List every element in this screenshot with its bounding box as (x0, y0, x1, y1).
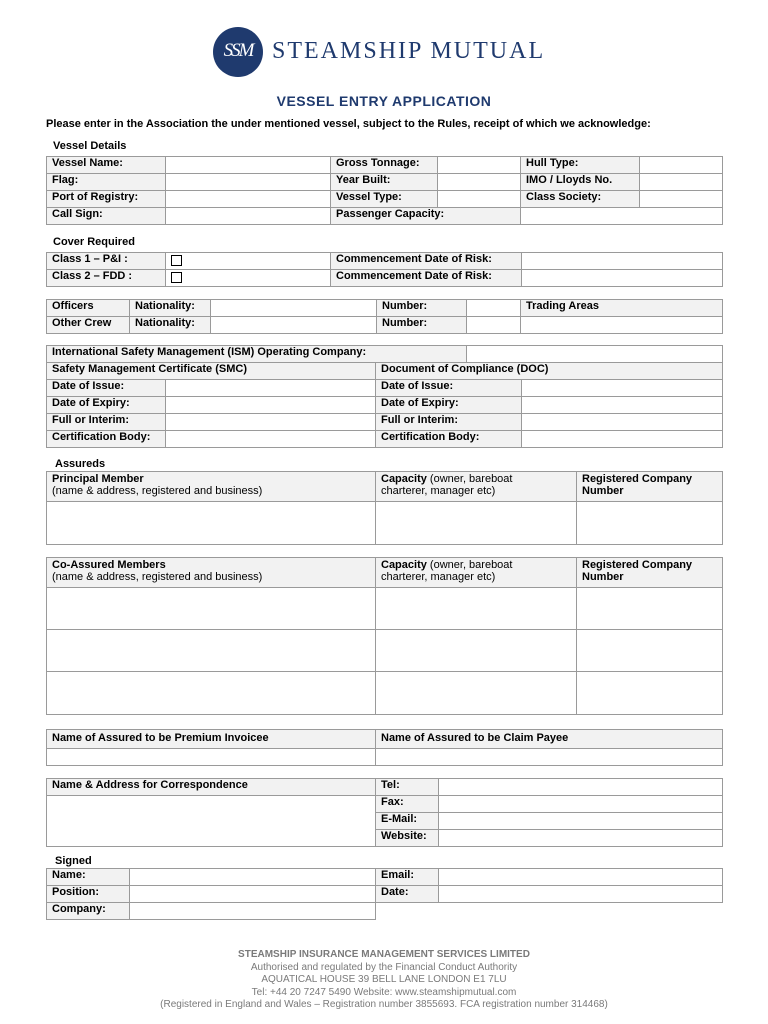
co-assured-3-capacity-field[interactable] (376, 672, 577, 715)
label-gross-tonnage: Gross Tonnage: (331, 157, 438, 174)
footer-contact: Tel: +44 20 7247 5490 Website: www.steamshipmutual.com (251, 987, 517, 998)
co-assured-1-name-field[interactable] (47, 588, 376, 630)
label-class2: Class 2 – FDD : (47, 270, 166, 287)
crew-number-field[interactable] (467, 317, 521, 334)
year-built-field[interactable] (438, 174, 521, 191)
label-flag: Flag: (47, 174, 166, 191)
label-claim-payee: Name of Assured to be Claim Payee (376, 730, 723, 749)
label-co-capacity: Capacity (381, 559, 427, 571)
email-field[interactable] (439, 813, 723, 830)
label-officers-nationality: Nationality: (130, 300, 211, 317)
label-doc: Document of Compliance (DOC) (376, 363, 723, 380)
label-smc-date-issue: Date of Issue: (47, 380, 166, 397)
tel-field[interactable] (439, 779, 723, 796)
section-assureds: Assureds (55, 458, 106, 470)
label-co-reg-number: Number (582, 571, 624, 583)
class1-cell (166, 253, 331, 270)
hull-type-field[interactable] (640, 157, 723, 174)
fax-field[interactable] (439, 796, 723, 813)
principal-capacity-header (376, 472, 577, 502)
label-signed-company: Company: (47, 903, 130, 920)
co-assured-2-capacity-field[interactable] (376, 630, 577, 672)
label-class1: Class 1 – P&I : (47, 253, 166, 270)
signed-left-table (46, 868, 376, 920)
doc-date-expiry-field[interactable] (522, 397, 723, 414)
doc-date-issue-field[interactable] (522, 380, 723, 397)
label-email: E-Mail: (376, 813, 439, 830)
signed-right-table (375, 868, 723, 903)
page-title: VESSEL ENTRY APPLICATION (276, 93, 492, 109)
commencement-2-field[interactable] (522, 270, 723, 287)
label-smc-full-interim: Full or Interim: (47, 414, 166, 431)
commencement-1-field[interactable] (522, 253, 723, 270)
label-principal-name-address: (name & address, registered and business) (52, 485, 263, 497)
label-signed-name: Name: (47, 869, 130, 886)
label-reg-company: Registered Company (582, 473, 693, 485)
label-co-capacity-note-2: charterer, manager etc) (381, 571, 496, 583)
label-doc-full-interim: Full or Interim: (376, 414, 522, 431)
label-commencement-2: Commencement Date of Risk: (331, 270, 522, 287)
co-reg-header (577, 558, 723, 588)
label-fax: Fax: (376, 796, 439, 813)
label-co-capacity-note: (owner, bareboat (429, 559, 513, 571)
class-society-field[interactable] (640, 191, 723, 208)
label-year-built: Year Built: (331, 174, 438, 191)
label-call-sign: Call Sign: (47, 208, 166, 225)
label-capacity: Capacity (381, 473, 427, 485)
label-premium-invoicee: Name of Assured to be Premium Invoicee (47, 730, 376, 749)
doc-full-interim-field[interactable] (522, 414, 723, 431)
label-class-society: Class Society: (521, 191, 640, 208)
website-field[interactable] (439, 830, 723, 847)
label-ism-company: International Safety Management (ISM) Operating Company: (47, 346, 467, 363)
label-capacity-note-2: charterer, manager etc) (381, 485, 496, 497)
label-vessel-name: Vessel Name: (47, 157, 166, 174)
label-other-crew: Other Crew (47, 317, 130, 334)
label-doc-date-expiry: Date of Expiry: (376, 397, 522, 414)
label-port-registry: Port of Registry: (47, 191, 166, 208)
ism-table (46, 345, 723, 448)
crew-table (46, 299, 723, 334)
co-assured-header (47, 558, 376, 588)
label-website: Website: (376, 830, 439, 847)
principal-reg-field[interactable] (577, 502, 723, 545)
intro-text: Please enter in the Association the under mentioned vessel, subject to the Rules, receipt of which we acknowledge: (46, 118, 651, 130)
smc-cert-body-field[interactable] (166, 431, 376, 448)
label-officers-number: Number: (377, 300, 467, 317)
label-doc-date-issue: Date of Issue: (376, 380, 522, 397)
label-imo: IMO / Lloyds No. (521, 174, 640, 191)
label-trading-areas: Trading Areas (521, 300, 723, 317)
smc-date-expiry-field[interactable] (166, 397, 376, 414)
label-signed-position: Position: (47, 886, 130, 903)
officers-nationality-field[interactable] (211, 300, 377, 317)
principal-capacity-field[interactable] (376, 502, 577, 545)
label-reg-number: Number (582, 485, 624, 497)
section-vessel-details: Vessel Details (53, 140, 127, 152)
footer-address: AQUATICAL HOUSE 39 BELL LANE LONDON E1 7LU (261, 974, 507, 985)
signed-position-field[interactable] (130, 886, 376, 903)
label-smc-date-expiry: Date of Expiry: (47, 397, 166, 414)
label-co-name-address: (name & address, registered and business) (52, 571, 263, 583)
label-signed-email: Email: (376, 869, 439, 886)
co-assured-3-name-field[interactable] (47, 672, 376, 715)
class2-cell (166, 270, 331, 287)
footer-company: STEAMSHIP INSURANCE MANAGEMENT SERVICES LIMITED (238, 949, 530, 960)
vessel-type-field[interactable] (438, 191, 521, 208)
passenger-capacity-field[interactable] (521, 208, 723, 225)
crew-nationality-field[interactable] (211, 317, 377, 334)
label-principal-member: Principal Member (52, 473, 144, 485)
co-assured-table (46, 557, 723, 715)
premium-invoicee-field[interactable] (47, 749, 376, 766)
company-name: STEAMSHIP MUTUAL (272, 38, 546, 64)
correspondence-address-field[interactable] (47, 796, 376, 847)
port-registry-field[interactable] (166, 191, 331, 208)
label-co-reg-company: Registered Company (582, 559, 693, 571)
label-crew-number: Number: (377, 317, 467, 334)
section-signed: Signed (55, 855, 92, 867)
imo-field[interactable] (640, 174, 723, 191)
smc-full-interim-field[interactable] (166, 414, 376, 431)
label-passenger-capacity: Passenger Capacity: (331, 208, 521, 225)
signed-email-field[interactable] (439, 869, 723, 886)
officers-number-field[interactable] (467, 300, 521, 317)
smc-date-issue-field[interactable] (166, 380, 376, 397)
correspondence-table (46, 778, 723, 847)
co-assured-1-reg-field[interactable] (577, 588, 723, 630)
co-assured-2-reg-field[interactable] (577, 630, 723, 672)
doc-cert-body-field[interactable] (522, 431, 723, 448)
footer-registration: (Registered in England and Wales – Registration number 3855693. FCA registration number 314468) (160, 999, 608, 1010)
label-hull-type: Hull Type: (521, 157, 640, 174)
gross-tonnage-field[interactable] (438, 157, 521, 174)
label-smc: Safety Management Certificate (SMC) (47, 363, 376, 380)
label-capacity-note: (owner, bareboat (429, 473, 513, 485)
label-smc-cert-body: Certification Body: (47, 431, 166, 448)
label-crew-nationality: Nationality: (130, 317, 211, 334)
principal-reg-header (577, 472, 723, 502)
label-commencement-1: Commencement Date of Risk: (331, 253, 522, 270)
trading-areas-field[interactable] (521, 317, 723, 334)
payee-table (46, 729, 723, 766)
company-logo-icon (213, 27, 263, 77)
footer-authorised: Authorised and regulated by the Financial Conduct Authority (250, 962, 518, 973)
vessel-name-field[interactable] (166, 157, 331, 174)
co-assured-3-reg-field[interactable] (577, 672, 723, 715)
principal-name-field[interactable] (47, 502, 376, 545)
cover-table (46, 252, 723, 287)
vessel-details-table (46, 156, 723, 225)
label-officers: Officers (47, 300, 130, 317)
co-assured-2-name-field[interactable] (47, 630, 376, 672)
label-correspondence: Name & Address for Correspondence (47, 779, 376, 796)
co-capacity-header (376, 558, 577, 588)
label-co-assured: Co-Assured Members (52, 559, 166, 571)
signed-company-field[interactable] (130, 903, 376, 920)
label-tel: Tel: (376, 779, 439, 796)
signed-name-field[interactable] (130, 869, 376, 886)
class2-checkbox[interactable] (171, 272, 182, 283)
principal-member-table (46, 471, 723, 545)
claim-payee-field[interactable] (376, 749, 723, 766)
signed-date-field[interactable] (439, 886, 723, 903)
label-doc-cert-body: Certification Body: (376, 431, 522, 448)
flag-field[interactable] (166, 174, 331, 191)
class1-checkbox[interactable] (171, 255, 182, 266)
label-vessel-type: Vessel Type: (331, 191, 438, 208)
co-assured-1-capacity-field[interactable] (376, 588, 577, 630)
ism-company-field[interactable] (467, 346, 723, 363)
section-cover-required: Cover Required (53, 236, 135, 248)
label-signed-date: Date: (376, 886, 439, 903)
call-sign-field[interactable] (166, 208, 331, 225)
principal-header (47, 472, 376, 502)
logo-monogram: SSM (223, 40, 253, 61)
